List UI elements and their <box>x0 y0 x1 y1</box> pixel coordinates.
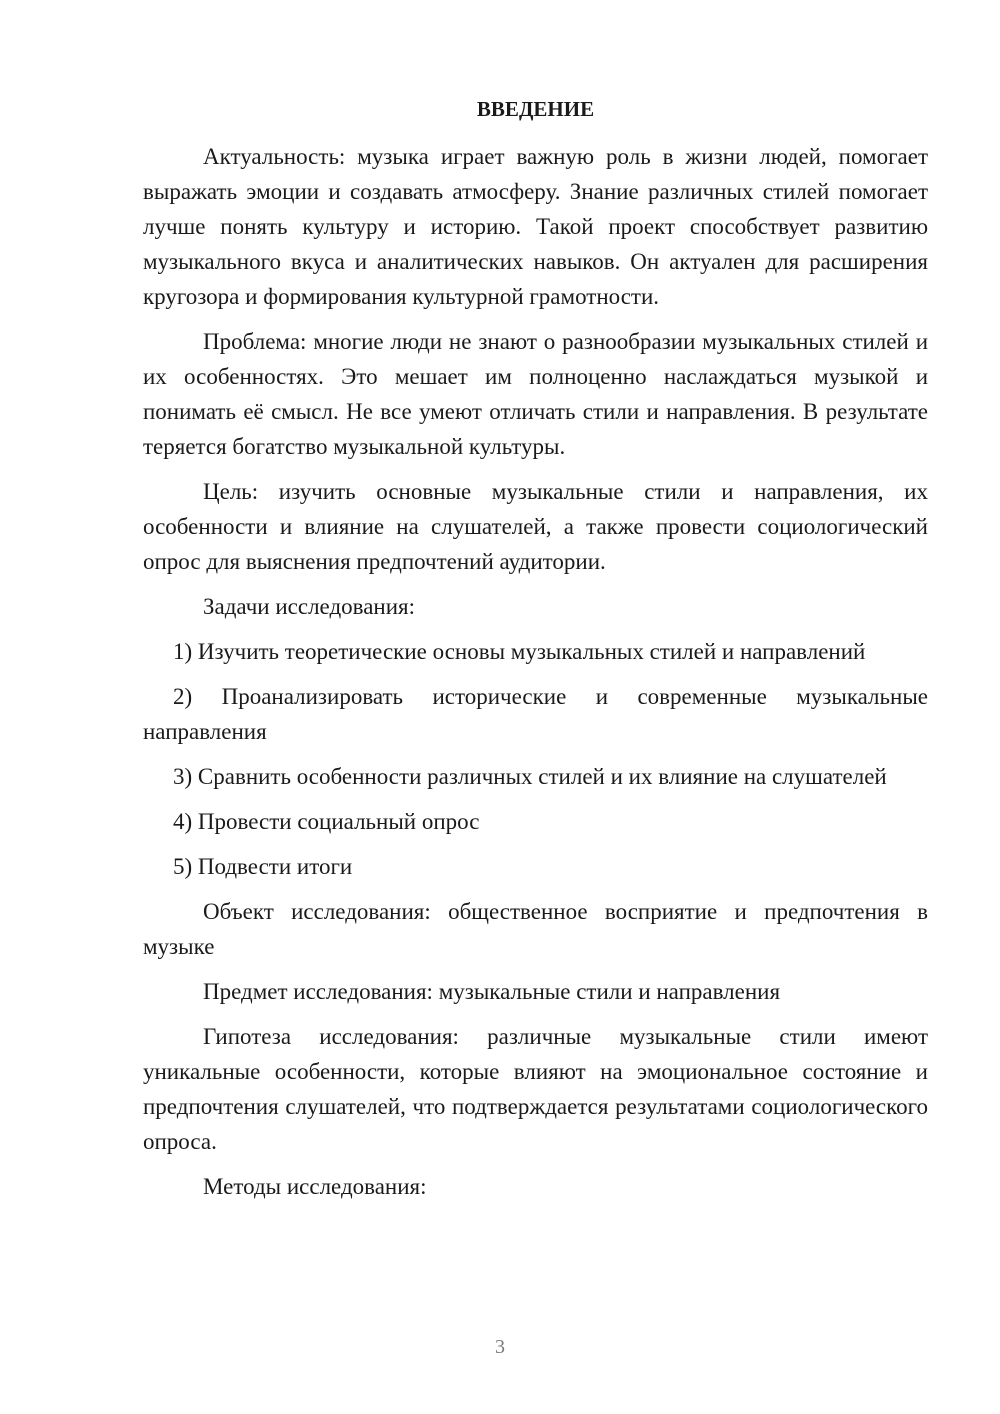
paragraph-goal: Цель: изучить основные музыкальные стили и направления, их особенности и влияние на слушателей, а также провести социологический опрос для выяснения предпочтений аудитории. <box>143 479 928 574</box>
document-page <box>143 92 928 1214</box>
paragraph-hypothesis: Гипотеза исследования: различные музыкальные стили имеют уникальные особенности, которые влияют на эмоциональное состояние и предпочтения слушателей, что подтверждается результатами социологического опроса. <box>143 1024 928 1154</box>
paragraph-object: Объект исследования: общественное восприятие и предпочтения в музыке <box>143 899 928 959</box>
page-title: ВВЕДЕНИЕ <box>476 97 595 121</box>
task-item-3: 3) Сравнить особенности различных стилей и их влияние на слушателей <box>173 764 887 789</box>
paragraph-subject: Предмет исследования: музыкальные стили и направления <box>203 979 781 1004</box>
paragraph-problem: Проблема: многие люди не знают о разнообразии музыкальных стилей и их особенностях. Это мешает им полноценно наслаждаться музыкой и понимать её смысл. Не все умеют отличать стили и направления. В результате теряется богатство музыкальной культуры. <box>143 329 928 459</box>
page-number: 3 <box>495 1336 505 1358</box>
task-item-2: 2) Проанализировать исторические и современные музыкальные направления <box>143 684 928 744</box>
task-item-4: 4) Провести социальный опрос <box>173 809 480 834</box>
methods-heading: Методы исследования: <box>203 1174 427 1199</box>
paragraph-relevance: Актуальность: музыка играет важную роль в жизни людей, помогает выражать эмоции и создавать атмосферу. Знание различных стилей помогает лучше понять культуру и историю. Такой проект способствует развитию музыкального вкуса и аналитических навыков. Он актуален для расширения кругозора и формирования культурной грамотности. <box>143 144 928 309</box>
task-item-5: 5) Подвести итоги <box>173 854 353 879</box>
tasks-heading: Задачи исследования: <box>203 594 416 619</box>
task-item-1: 1) Изучить теоретические основы музыкальных стилей и направлений <box>173 639 866 664</box>
